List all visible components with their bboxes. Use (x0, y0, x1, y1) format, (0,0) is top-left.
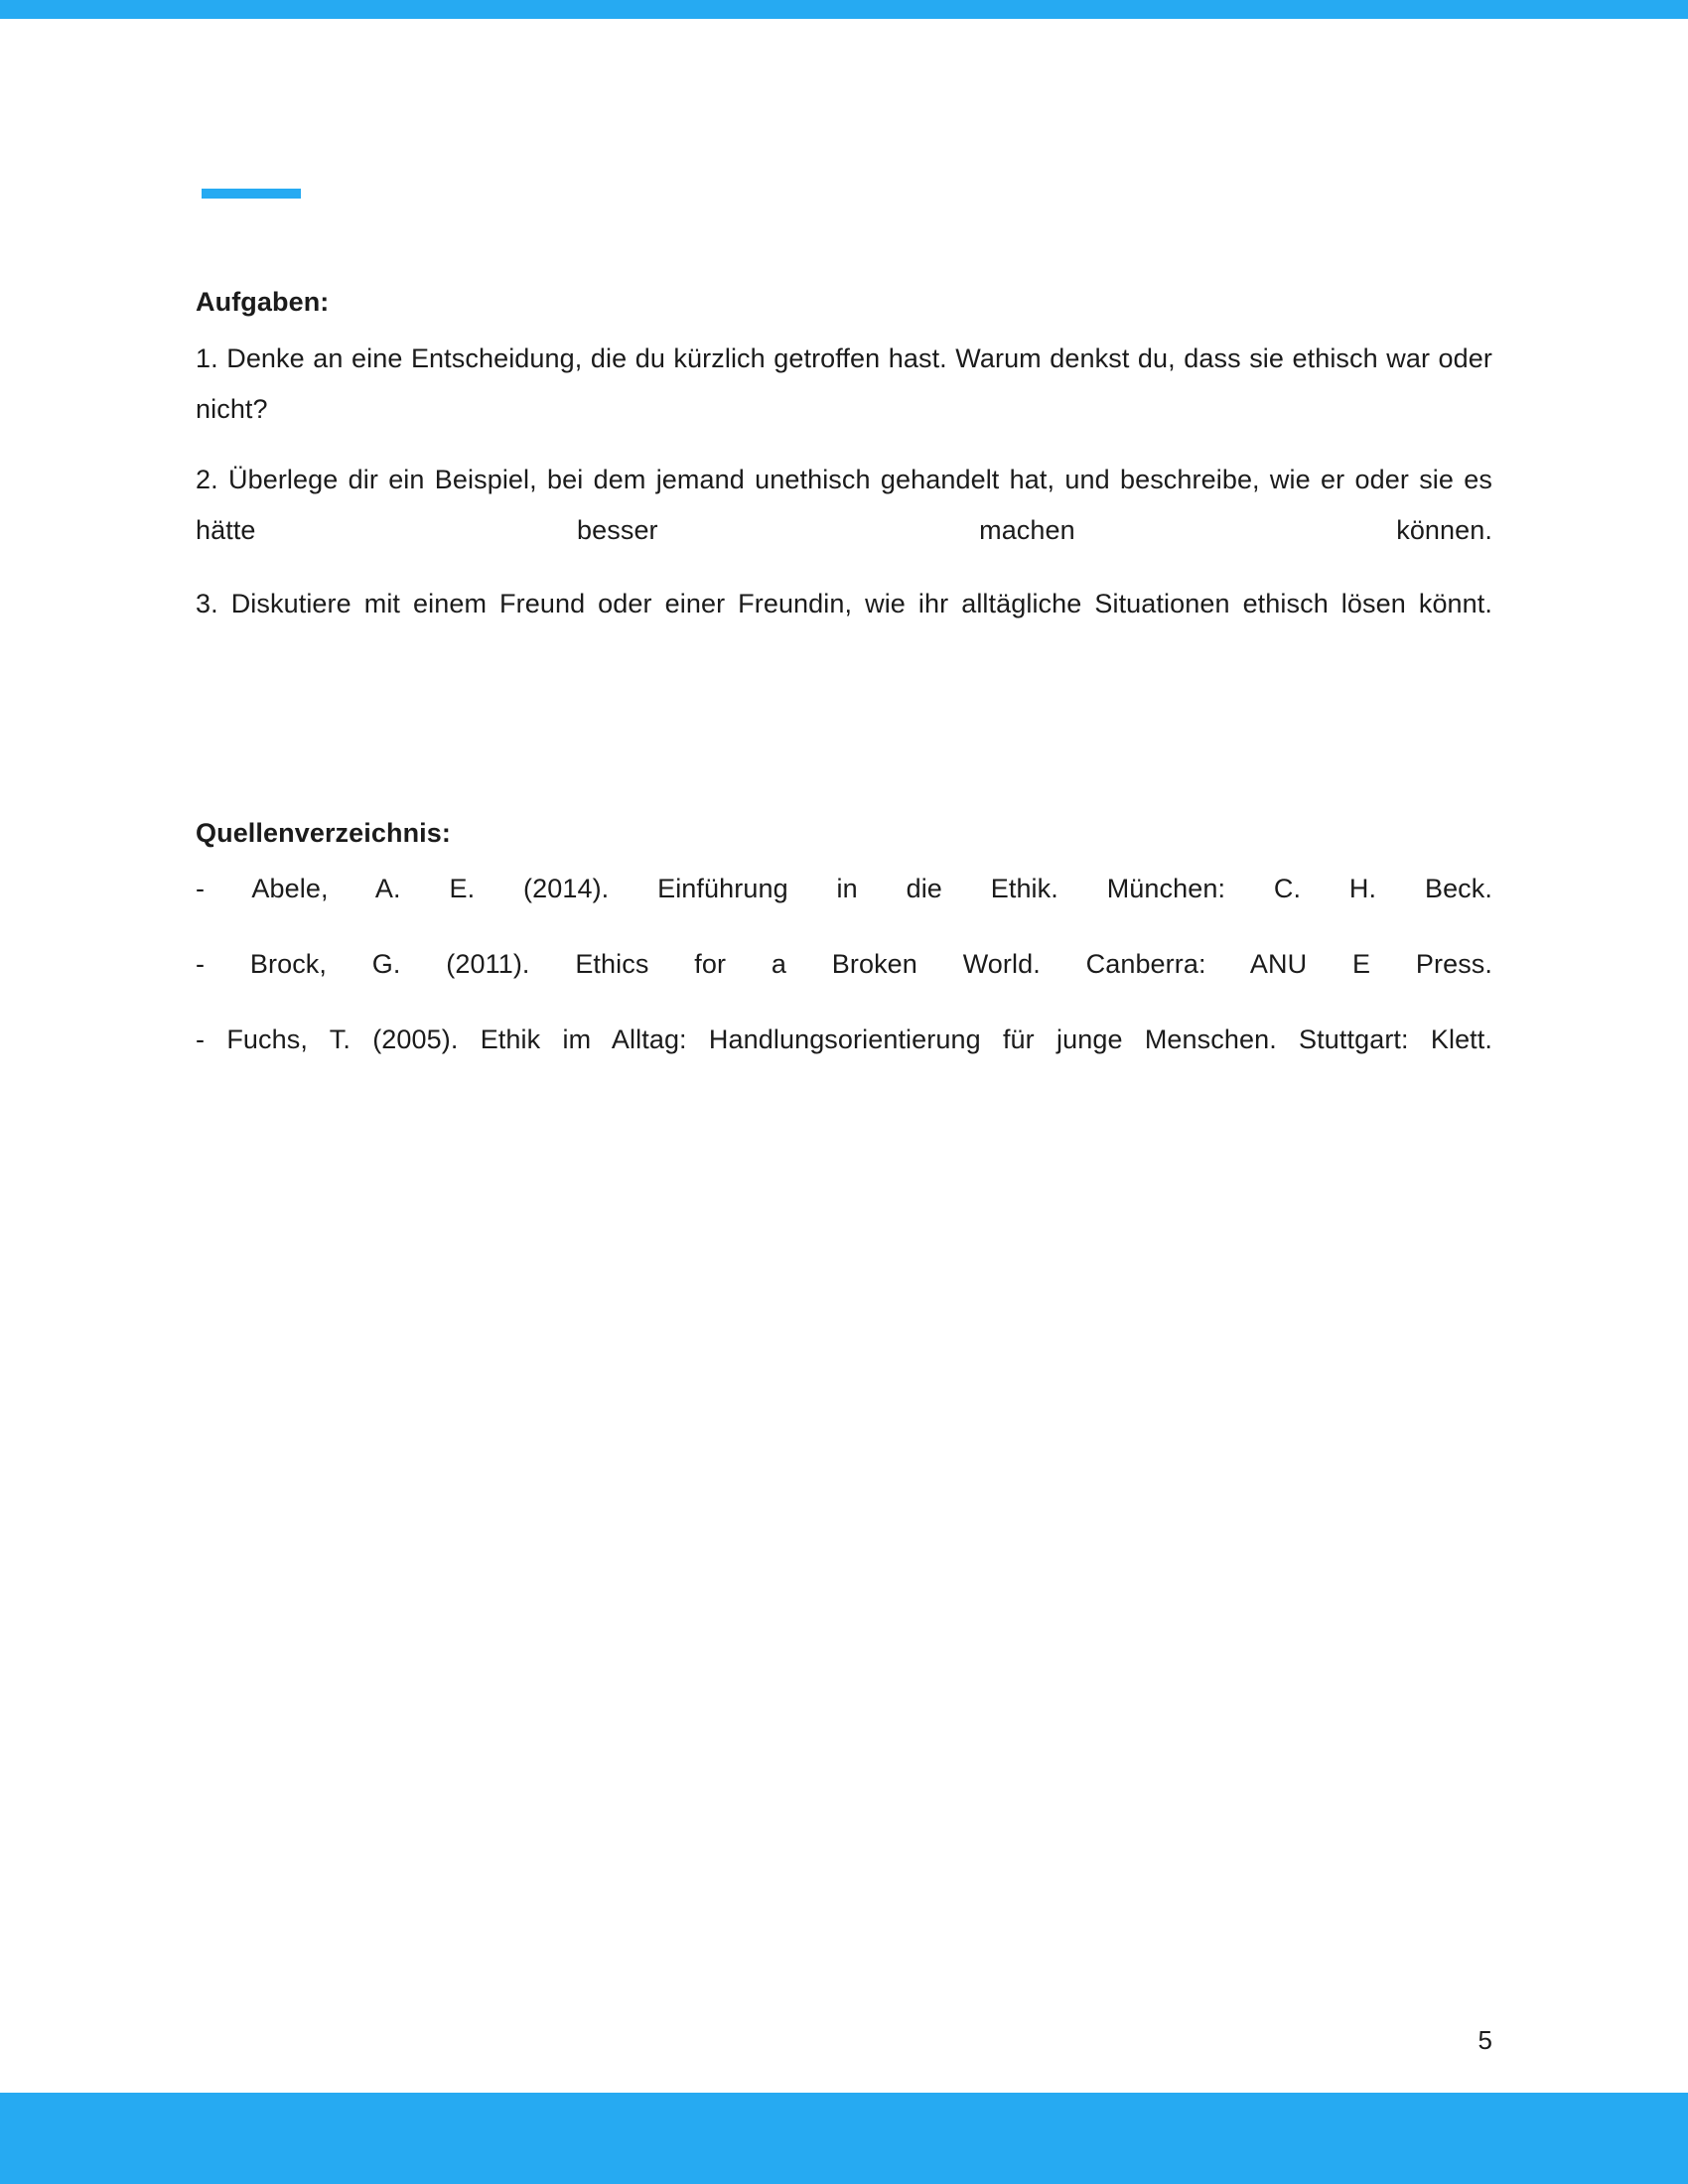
bottom-accent-banner (0, 2093, 1688, 2184)
task-item-3: 3. Diskutiere mit einem Freund oder einer Freundin, wie ihr alltägliche Situationen ethisch lösen könnt. (196, 589, 1492, 618)
task-item-1: 1. Denke an eine Entscheidung, die du kürzlich getroffen hast. Warum denkst du, dass sie ethisch war oder nicht? (196, 343, 1492, 424)
bibliography-entry-2: - Brock, G. (2011). Ethics for a Broken World. Canberra: ANU E Press. (196, 949, 1492, 979)
bibliography-entry-3: - Fuchs, T. (2005). Ethik im Alltag: Handlungsorientierung für junge Menschen. Stuttgart: Klett. (196, 1024, 1492, 1054)
heading-accent-bar (202, 189, 301, 199)
bibliography-heading: Quellenverzeichnis: (196, 818, 451, 849)
task-item-2: 2. Überlege dir ein Beispiel, bei dem jemand unethisch gehandelt hat, und beschreibe, wie er oder sie es hätte besser machen können. (196, 465, 1492, 545)
top-accent-banner (0, 0, 1688, 19)
bibliography-entry-1: - Abele, A. E. (2014). Einführung in die Ethik. München: C. H. Beck. (196, 874, 1492, 903)
page-number: 5 (1477, 2025, 1492, 2055)
tasks-heading: Aufgaben: (196, 287, 330, 318)
